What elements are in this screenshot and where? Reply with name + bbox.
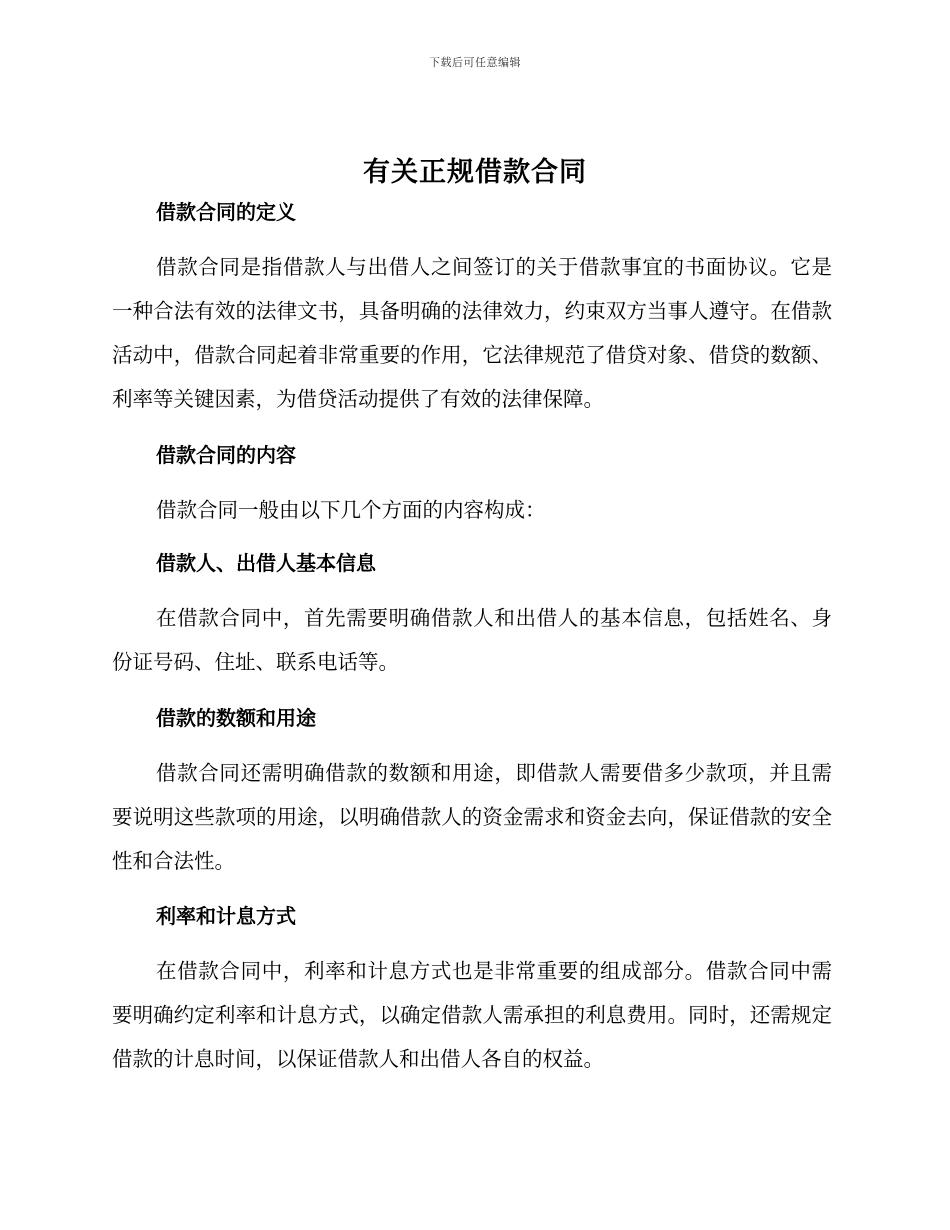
paragraph-party-info: 在借款合同中，首先需要明确借款人和出借人的基本信息，包括姓名、身份证号码、住址、联系电话等。 — [112, 606, 832, 674]
paragraph-interest: 在借款合同中，利率和计息方式也是非常重要的组成部分。借款合同中需要明确约定利率和计息方式，以确定借款人需承担的利息费用。同时，还需规定借款的计息时间，以保证借款人和出借人各自的权益。 — [112, 959, 832, 1071]
page-header-note: 下载后可任意编辑 — [429, 56, 521, 69]
paragraph-content-intro: 借款合同一般由以下几个方面的内容构成： — [156, 498, 546, 522]
paragraph-definition: 借款合同是指借款人与出借人之间签订的关于借款事宜的书面协议。它是一种合法有效的法律文书，具备明确的法律效力，约束双方当事人遵守。在借款活动中，借款合同起着非常重要的作用，它法律规范了借贷对象、借贷的数额、利率等关键因素，为借贷活动提供了有效的法律保障。 — [112, 255, 832, 411]
section-heading-party-info: 借款人、出借人基本信息 — [156, 551, 376, 575]
document-title: 有关正规借款合同 — [363, 157, 587, 188]
section-heading-content: 借款合同的内容 — [156, 443, 296, 467]
section-heading-amount-purpose: 借款的数额和用途 — [156, 706, 316, 730]
paragraph-amount-purpose: 借款合同还需明确借款的数额和用途，即借款人需要借多少款项，并且需要说明这些款项的用途，以明确借款人的资金需求和资金去向，保证借款的安全性和合法性。 — [112, 761, 832, 873]
section-heading-interest: 利率和计息方式 — [156, 904, 296, 928]
section-heading-definition: 借款合同的定义 — [156, 200, 296, 224]
